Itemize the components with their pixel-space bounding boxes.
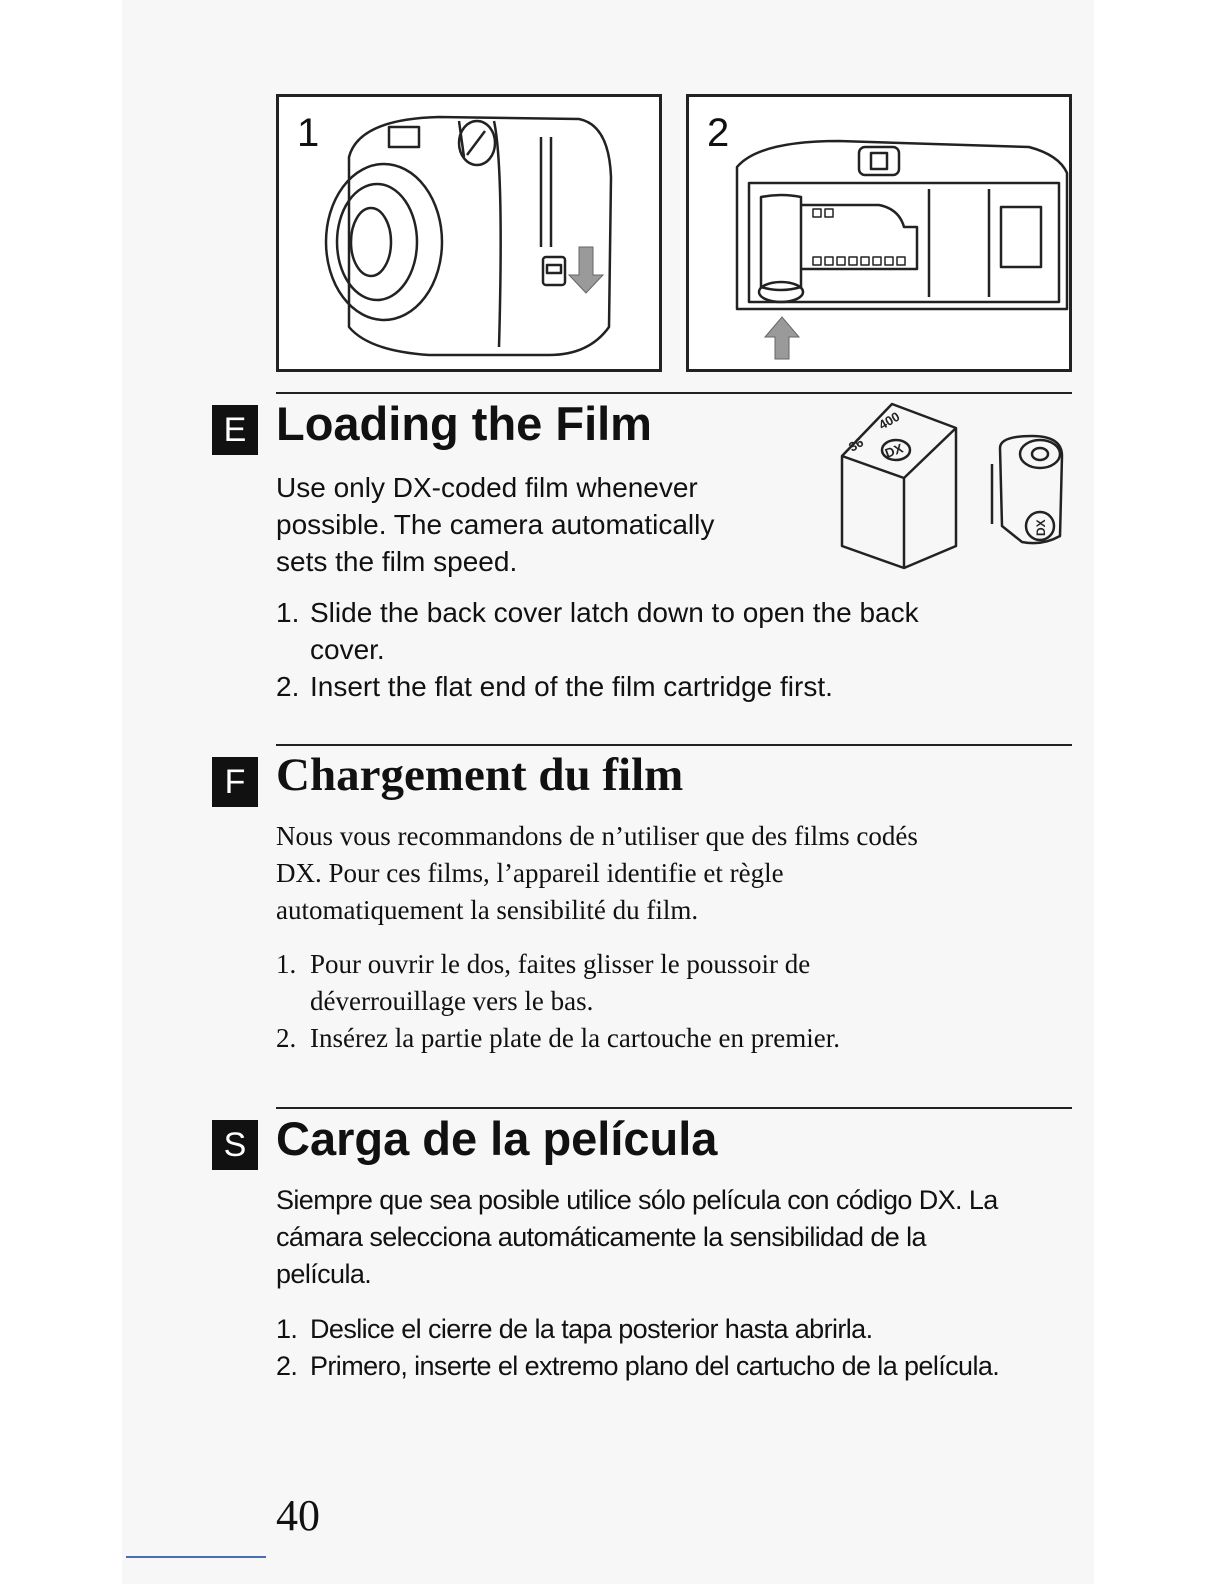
camera-front-latch-icon: [279, 97, 659, 369]
step-text: déverrouillage vers le bas.: [310, 986, 594, 1016]
section-title-french: Chargement du film: [276, 749, 684, 801]
step-number: 1.: [276, 949, 297, 979]
list-item: [276, 594, 1066, 668]
intro-english: [276, 469, 714, 580]
steps-spanish: [276, 1311, 1076, 1385]
list-item: [276, 1348, 1076, 1385]
figure-number: 1: [297, 111, 320, 155]
figure-1: [276, 94, 662, 372]
list-item: [276, 668, 1066, 705]
list-item: [276, 946, 1066, 1020]
step-text: Pour ouvrir le dos, faites glisser le poussoir de: [310, 949, 811, 979]
intro-line: película.: [276, 1259, 372, 1289]
step-text: Insert the flat end of the film cartridge first.: [310, 671, 833, 702]
step-text: Deslice el cierre de la tapa posterior hasta abrirla.: [310, 1314, 873, 1344]
intro-line: possible. The camera automatically: [276, 509, 715, 540]
intro-line: Use only DX-coded film whenever: [276, 472, 698, 503]
cartridge-dx-label: DX: [882, 440, 905, 461]
step-text: Primero, inserte el extremo plano del cartucho de la película.: [310, 1351, 1000, 1381]
intro-line: cámara selecciona automáticamente la sensibilidad de la: [276, 1222, 926, 1252]
language-badge-french: F: [212, 757, 258, 807]
list-item: [276, 1020, 1066, 1057]
section-rule: [276, 392, 1072, 394]
page-number: 40: [276, 1491, 320, 1540]
intro-line: Nous vous recommandons de n’utiliser que des films codés: [276, 821, 918, 851]
figure-number: 2: [707, 111, 730, 155]
section-rule: [276, 744, 1072, 746]
intro-french: [276, 818, 918, 929]
camera-open-back-film-icon: [689, 97, 1069, 369]
step-number: 1.: [276, 597, 300, 628]
step-number: 1.: [276, 1314, 298, 1344]
intro-line: DX. Pour ces films, l’appareil identifie et règle: [276, 858, 784, 888]
section-title-spanish: Carga de la película: [276, 1112, 718, 1165]
intro-spanish: [276, 1182, 998, 1293]
step-text: cover.: [310, 634, 385, 665]
cartridge-speed-label: 400: [876, 408, 903, 433]
section-rule: [276, 1107, 1072, 1109]
step-text: Insérez la partie plate de la cartouche en premier.: [310, 1023, 840, 1053]
steps-english: [276, 594, 1066, 705]
intro-line: automatiquement la sensibilité du film.: [276, 895, 699, 925]
canister-dx-label: DX: [1034, 519, 1048, 536]
step-number: 2.: [276, 1023, 297, 1053]
film-cartridge-icon: [832, 396, 1082, 576]
section-title-english: Loading the Film: [276, 397, 652, 450]
step-number: 2.: [276, 671, 300, 702]
list-item: [276, 1311, 1076, 1348]
intro-line: Siempre que sea posible utilice sólo película con código DX. La: [276, 1185, 998, 1215]
page-edge-line: [126, 1556, 266, 1558]
language-badge-english: E: [212, 405, 258, 455]
figure-2: [686, 94, 1072, 372]
step-number: 2.: [276, 1351, 298, 1381]
language-badge-spanish: S: [212, 1120, 258, 1170]
cartridge-exposures-label: 36: [846, 434, 867, 455]
intro-line: sets the film speed.: [276, 546, 518, 577]
step-text: Slide the back cover latch down to open the back: [310, 597, 919, 628]
steps-french: [276, 946, 1066, 1057]
